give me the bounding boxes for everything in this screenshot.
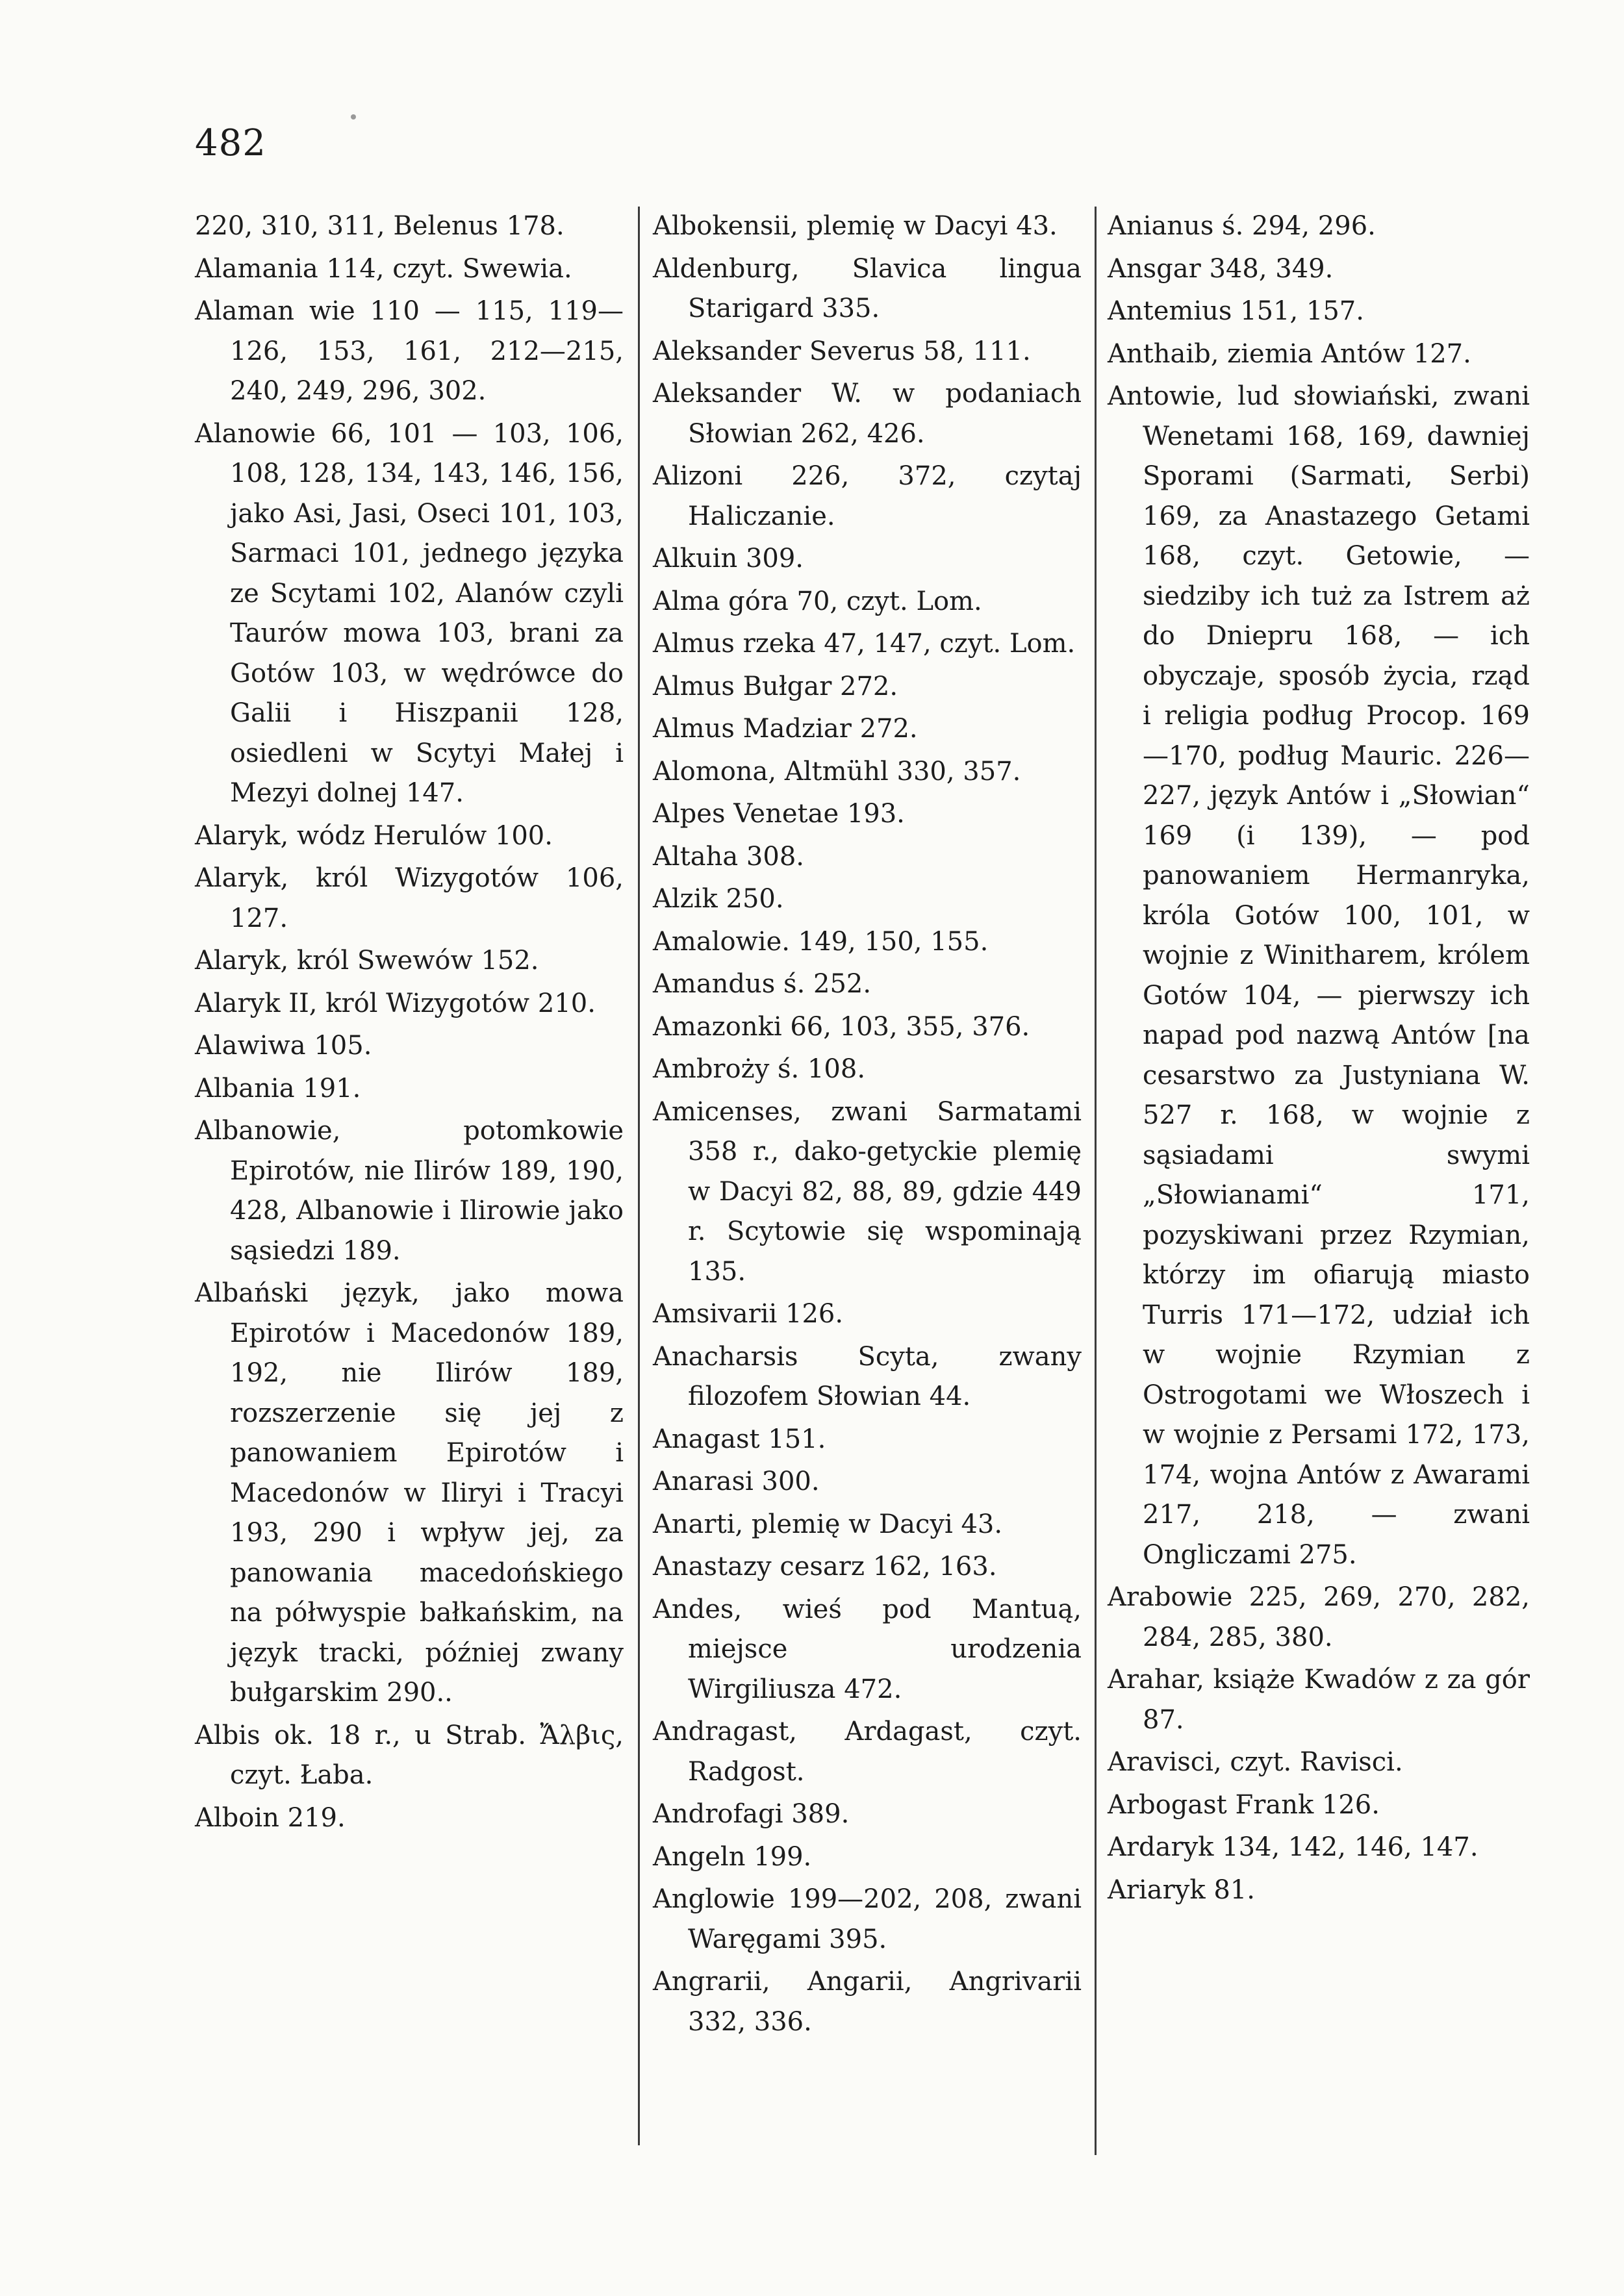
index-entry: Arabowie 225, 269, 270, 282, 284, 285, 380. bbox=[1108, 1582, 1538, 1652]
index-entry: Anianus ś. 294, 296. bbox=[1108, 211, 1376, 241]
index-entry: Albokensii, plemię w Dacyi 43. bbox=[653, 211, 1058, 241]
index-entry: Aravisci, czyt. Ravisci. bbox=[1108, 1747, 1403, 1777]
index-entry: Anthaib, ziemia Antów 127. bbox=[1108, 338, 1471, 369]
index-entry: 220, 310, 311, Belenus 178. bbox=[195, 211, 565, 241]
index-entry: Alizoni 226, 372, czytaj Haliczanie. bbox=[653, 461, 1090, 531]
index-entry: Alkuin 309. bbox=[653, 544, 804, 574]
index-entry: Amandus ś. 252. bbox=[653, 969, 872, 999]
index-entry: Antowie, lud słowiański, zwani Wenetami 168, 169, dawniej Sporami (Sarmati, Serbi) 169, za Anastazego Getami 168, czyt. Getowie, — siedziby ich tuż za Istrem aż do Dniepru 168, — ich obyczaje, sposób życia, rząd i religia podług Procop. 169—170, podług Mauric. 226—227, język Antów i „Słowian“ 169 (i 139), — pod panowaniem Hermanryka, króla Gotów 100, 101, w wojnie z Winitharem, królem Gotów 104, — pierwszy ich napad pod nazwą Antów [na cesarstwo za Justyniana W. 527 r. 168, w wojnie z sąsiadami swymi „Słowianami“ 171, pozyskiwani przez Rzymian, którzy im ofiarują miasto Turris 171—172, udział ich w wojnie Rzymian z Ostrogotami we Włoszech i w wojnie z Persami 172, 173, 174, wojna Antów z Awarami 217, 218, — zwani Ongliczami 275. bbox=[1108, 381, 1538, 1570]
column-rule-left bbox=[638, 207, 640, 2145]
index-entry: Almus Madziar 272. bbox=[653, 714, 918, 744]
index-entry: Anarasi 300. bbox=[653, 1467, 820, 1496]
index-entry: Alomona, Altmühl 330, 357. bbox=[653, 756, 1021, 787]
index-entry: Ardaryk 134, 142, 146, 147. bbox=[1108, 1832, 1478, 1862]
index-entry: Alma góra 70, czyt. Lom. bbox=[653, 586, 982, 616]
index-entry: Andes, wieś pod Mantuą, miejsce urodzenia Wirgiliusza 472. bbox=[653, 1594, 1090, 1704]
index-entry: Alaryk II, król Wizygotów 210. bbox=[195, 988, 596, 1018]
index-entry: Anglowie 199—202, 208, zwani Waręgami 395. bbox=[653, 1884, 1090, 1954]
index-entry: Androfagi 389. bbox=[653, 1799, 850, 1829]
index-entry: Albański język, jako mowa Epirotów i Macedonów 189, 192, nie Ilirów 189, rozszerzenie się jej z panowaniem Epirotów i Macedonów w Iliryi i Tracyi 193, 290 i wpływ jej, za panowania macedońskiego na półwyspie bałkańskim, na język tracki, później zwany bułgarskim 290.. bbox=[195, 1278, 632, 1708]
index-entry: Arbogast Frank 126. bbox=[1108, 1789, 1380, 1820]
index-entry: Aleksander Severus 58, 111. bbox=[653, 336, 1031, 366]
index-entry: Arahar, książe Kwadów z za gór 87. bbox=[1108, 1665, 1538, 1735]
index-entry: Aldenburg, Slavica lingua Starigard 335. bbox=[653, 253, 1090, 323]
index-entry: Alawiwa 105. bbox=[195, 1031, 372, 1061]
index-entry: Andragast, Ardagast, czyt. Radgost. bbox=[653, 1717, 1090, 1787]
index-entry: Amalowie. 149, 150, 155. bbox=[653, 926, 989, 957]
print-speck bbox=[351, 114, 356, 120]
page-number: 482 bbox=[195, 122, 266, 164]
index-entry: Antemius 151, 157. bbox=[1108, 296, 1364, 326]
index-entry: Aleksander W. w podaniach Słowian 262, 426. bbox=[653, 379, 1090, 449]
index-entry: Amicenses, zwani Sarmatami 358 r., dako-getyckie plemię w Dacyi 82, 88, 89, gdzie 449 r. Scytowie się wspominają 135. bbox=[653, 1096, 1090, 1287]
index-entry: Ansgar 348, 349. bbox=[1108, 253, 1334, 284]
index-entry: Anagast 151. bbox=[653, 1424, 826, 1454]
index-entry: Alaryk, król Swewów 152. bbox=[195, 946, 539, 976]
index-entry: Altaha 308. bbox=[653, 841, 804, 872]
index-entry: Angeln 199. bbox=[653, 1841, 812, 1872]
index-entry: Alpes Venetae 193. bbox=[653, 799, 905, 829]
column-rule-right bbox=[1095, 207, 1097, 2155]
index-entry: Anacharsis Scyta, zwany filozofem Słowian 44. bbox=[653, 1341, 1090, 1411]
index-entry: Albania 191. bbox=[195, 1073, 361, 1104]
index-entry: Ambroży ś. 108. bbox=[653, 1054, 866, 1084]
index-entry: Alanowie 66, 101 — 103, 106, 108, 128, 134, 143, 146, 156, jako Asi, Jasi, Oseci 101, 103, Sarmaci 101, jednego języka ze Scytami 102, Alanów czyli Taurów mowa 103, brani za Gotów 103, w wędrówce do Galii i Hiszpanii 128, osiedleni w Scytyi Małej i Mezyi dolnej 147. bbox=[195, 418, 632, 808]
index-entry: Almus rzeka 47, 147, czyt. Lom. bbox=[653, 629, 1076, 659]
index-entry: Almus Bułgar 272. bbox=[653, 671, 898, 701]
index-entry: Albanowie, potomkowie Epirotów, nie Ilirów 189, 190, 428, Albanowie i Ilirowie jako sąsiedzi 189. bbox=[195, 1116, 632, 1266]
index-entry: Alzik 250. bbox=[653, 884, 784, 914]
index-entry: Amsivarii 126. bbox=[653, 1299, 844, 1329]
index-entry: Angrarii, Angarii, Angrivarii 332, 336. bbox=[653, 1967, 1090, 2037]
index-entry: Alaman wie 110 — 115, 119—126, 153, 161, 212—215, 240, 249, 296, 302. bbox=[195, 296, 632, 406]
index-column-2 bbox=[653, 207, 1090, 2045]
index-entry: Albis ok. 18 r., u Strab. Ἄλβις, czyt. Łaba. bbox=[195, 1720, 632, 1790]
index-entry: Alaryk, król Wizygotów 106, 127. bbox=[195, 863, 632, 933]
index-entry: Ariaryk 81. bbox=[1108, 1874, 1255, 1905]
index-column-1 bbox=[195, 207, 632, 1841]
index-column-3 bbox=[1108, 207, 1538, 1913]
index-entry: Amazonki 66, 103, 355, 376. bbox=[653, 1011, 1030, 1042]
index-entry: Alamania 114, czyt. Swewia. bbox=[195, 253, 572, 284]
index-entry: Anastazy cesarz 162, 163. bbox=[653, 1552, 997, 1582]
index-entry: Alboin 219. bbox=[195, 1802, 346, 1833]
index-entry: Anarti, plemię w Dacyi 43. bbox=[653, 1509, 1003, 1539]
index-entry: Alaryk, wódz Herulów 100. bbox=[195, 820, 553, 851]
